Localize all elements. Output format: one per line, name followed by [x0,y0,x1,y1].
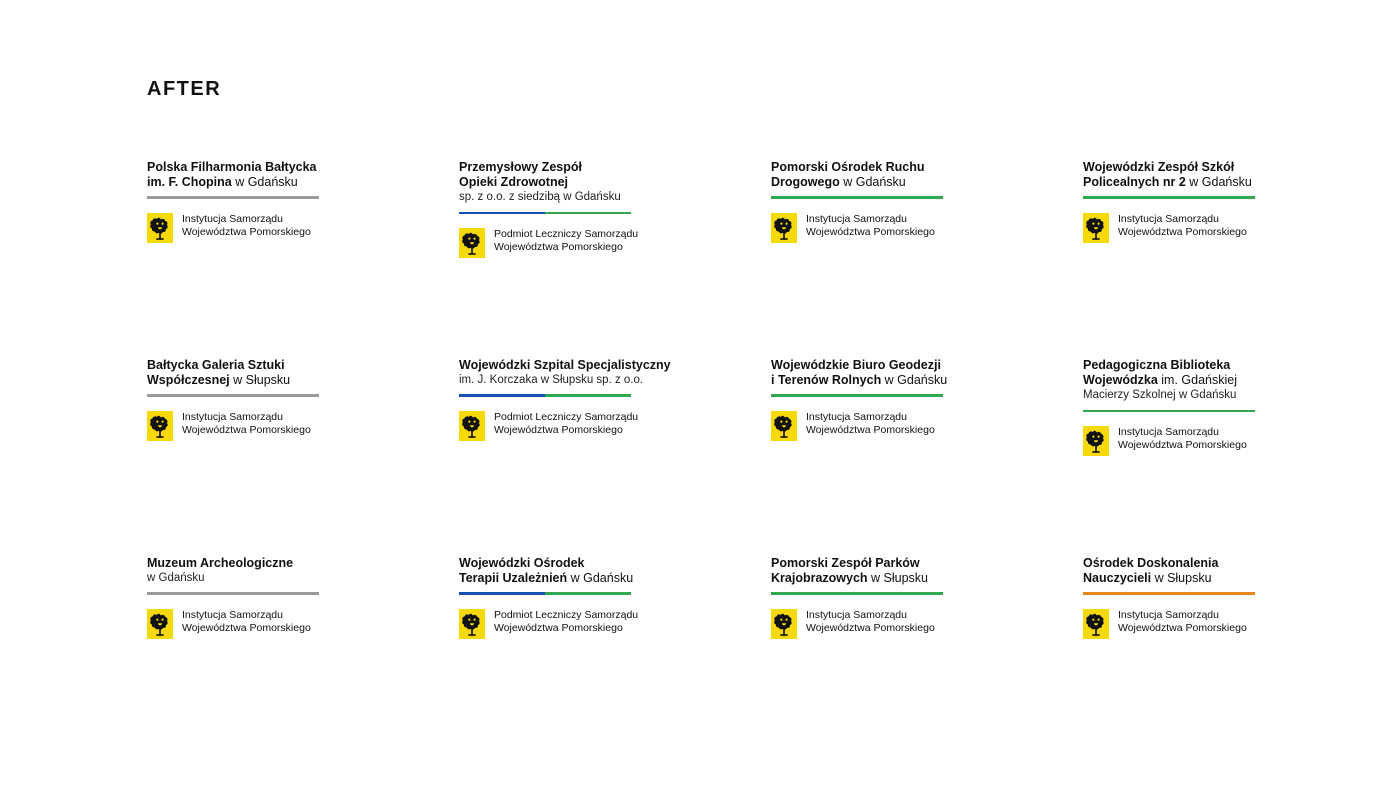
logo-caption-line: Instytucja Samorządu [1118,212,1219,225]
organisation-name [459,358,749,388]
page-title: AFTER [147,78,222,100]
organisation-name [771,556,1061,586]
organisation-name-text: Muzeum Archeologiczne [147,556,294,570]
organisation-name-text: Pomorski Zespół Parków [771,556,920,570]
logo-caption [806,609,935,635]
accent-rule [1083,592,1255,595]
organisation-name-line [147,160,437,175]
pomorskie-crest-icon [771,609,797,639]
logo-caption-line: Instytucja Samorządu [182,608,283,621]
organisation-name-line [1083,556,1373,571]
organisation-name-text: im. J. Korczaka w Słupsku sp. z o.o. [459,374,644,387]
pomorskie-crest-icon [459,609,485,639]
organisation-name-text: Wojewódzki Ośrodek [459,556,585,570]
organisation-name-text: Nauczycieli [1083,571,1152,586]
organisation-name-text: Drogowego [771,175,840,190]
pomorskie-crest-icon [147,213,173,243]
organisation-location-text: w Słupsku [1151,571,1212,586]
logo-caption [1118,213,1247,239]
organisation-name-line [1083,160,1373,175]
organisation-name-line [771,373,1061,388]
organisation-name-line [1083,571,1373,586]
organisation-name [459,556,749,586]
logo-lockup [147,411,437,441]
organisation-location-text: w Gdańsku [567,571,634,586]
logo-caption-line: Województwa Pomorskiego [182,225,311,238]
accent-rule [147,196,319,199]
organisation-name [147,358,437,388]
organisation-name [147,160,437,190]
organisation-name-text: Pomorski Ośrodek Ruchu [771,160,925,174]
organisation-name-text: Policealnych nr 2 [1083,175,1186,190]
organisation-name-line [771,571,1061,586]
organisation-name-text: Wojewódzki Zespół Szkół [1083,160,1235,174]
pomorskie-crest-icon [459,228,485,258]
logo-lockup [147,609,437,639]
logo-caption-line: Województwa Pomorskiego [494,621,623,634]
organisation-name-text: Współczesnej [147,373,230,388]
organisation-name [147,556,437,586]
logo-card [459,556,749,754]
logo-caption [182,411,311,437]
organisation-name-line [147,358,437,373]
organisation-name-text: Polska Filharmonia Bałtycka [147,160,317,174]
organisation-name-text: Pedagogiczna Biblioteka [1083,358,1231,372]
organisation-name-line [147,175,437,190]
logo-grid [147,160,1327,754]
organisation-location-text: w Gdańsku [839,175,906,190]
organisation-name-text: w Gdańsku [147,572,205,585]
logo-card [771,358,1061,556]
organisation-location-text: im. Gdańskiej [1157,373,1237,388]
organisation-name-text: Macierzy Szkolnej w Gdańsku [1083,389,1237,402]
organisation-name-line [459,373,749,388]
organisation-name-line [771,556,1061,571]
organisation-location-text: w Gdańsku [881,373,948,388]
organisation-name-line [771,175,1061,190]
accent-rule [1083,196,1255,199]
organisation-name [771,160,1061,190]
logo-caption-line: Podmiot Leczniczy Samorządu [494,228,639,241]
logo-caption-line: Województwa Pomorskiego [1118,225,1247,238]
pomorskie-crest-icon [147,411,173,441]
logo-caption [182,213,311,239]
logo-caption-line: Województwa Pomorskiego [806,423,935,436]
organisation-location-text: w Gdańsku [1185,175,1252,190]
accent-rule [147,394,319,397]
logo-lockup [771,411,1061,441]
pomorskie-crest-icon [1083,213,1109,243]
logo-caption [806,213,935,239]
logo-caption-line: Instytucja Samorządu [182,212,283,225]
logo-caption [494,609,638,635]
logo-caption-line: Instytucja Samorządu [806,608,907,621]
organisation-name-line [1083,175,1373,190]
logo-card [459,358,749,556]
logo-card [147,556,437,754]
logo-caption-line: Instytucja Samorządu [1118,426,1219,439]
organisation-name-text: Terapii Uzależnień [459,571,568,586]
organisation-name-text: Wojewódzkie Biuro Geodezji [771,358,941,372]
organisation-name [1083,160,1373,190]
pomorskie-crest-icon [771,411,797,441]
organisation-name-line [147,571,437,586]
organisation-name-text: Wojewódzki Szpital Specjalistyczny [459,358,671,372]
organisation-name-line [1083,388,1373,403]
organisation-name-line [459,175,749,190]
pomorskie-crest-icon [771,213,797,243]
organisation-name-text: Opieki Zdrowotnej [459,175,569,190]
organisation-name-line [771,358,1061,373]
organisation-name [1083,358,1373,404]
logo-caption [1118,609,1247,635]
accent-rule [1083,410,1255,413]
logo-caption-line: Instytucja Samorządu [806,410,907,423]
logo-caption-line: Województwa Pomorskiego [1118,621,1247,634]
logo-card [1083,358,1373,556]
logo-caption-line: Województwa Pomorskiego [494,241,623,254]
logo-caption-line: Podmiot Leczniczy Samorządu [494,608,639,621]
logo-caption [1118,426,1247,452]
pomorskie-crest-icon [1083,426,1109,456]
organisation-name-line [771,160,1061,175]
accent-rule [459,212,631,215]
accent-rule [771,592,943,595]
logo-card [1083,160,1373,358]
logo-caption [806,411,935,437]
organisation-location-text: w Słupsku [867,571,929,586]
organisation-name-text: im. F. Chopina [147,175,232,190]
organisation-location-text: w Słupsku [229,373,291,388]
logo-caption [494,228,638,254]
organisation-name-line [459,190,749,205]
organisation-name-line [147,556,437,571]
organisation-name-text: Bałtycka Galeria Sztuki [147,358,285,372]
logo-caption-line: Województwa Pomorskiego [494,423,623,436]
organisation-name-line [147,373,437,388]
organisation-name-line [459,571,749,586]
logo-lockup [459,411,749,441]
logo-caption-line: Podmiot Leczniczy Samorządu [494,410,639,423]
accent-rule [771,394,943,397]
logo-caption [494,411,638,437]
logo-caption [182,609,311,635]
pomorskie-crest-icon [147,609,173,639]
logo-card [1083,556,1373,754]
logo-card [147,160,437,358]
accent-rule [459,592,631,595]
organisation-name-text: sp. z o.o. z siedzibą w Gdańsku [459,191,621,204]
logo-caption-line: Instytucja Samorządu [806,212,907,225]
logo-lockup [1083,609,1373,639]
logo-caption-line: Województwa Pomorskiego [806,621,935,634]
accent-rule [459,394,631,397]
logo-caption-line: Województwa Pomorskiego [182,621,311,634]
logo-caption-line: Instytucja Samorządu [1118,608,1219,621]
organisation-name-text: Ośrodek Doskonalenia [1083,556,1219,570]
logo-lockup [771,609,1061,639]
organisation-name [771,358,1061,388]
organisation-name-text: Przemysłowy Zespół [459,160,582,174]
pomorskie-crest-icon [459,411,485,441]
organisation-name-text: Wojewódzka [1083,373,1158,388]
organisation-name [1083,556,1373,586]
logo-lockup [1083,213,1373,243]
accent-rule [147,592,319,595]
pomorskie-crest-icon [1083,609,1109,639]
accent-rule [771,196,943,199]
logo-lockup [459,609,749,639]
logo-lockup [771,213,1061,243]
logo-caption-line: Instytucja Samorządu [182,410,283,423]
organisation-name-line [1083,358,1373,373]
logo-caption-line: Województwa Pomorskiego [1118,439,1247,452]
organisation-name-line [1083,373,1373,388]
organisation-name-line [459,160,749,175]
organisation-name-text: i Terenów Rolnych [771,373,882,388]
logo-card [771,160,1061,358]
organisation-location-text: w Gdańsku [231,175,298,190]
organisation-name-text: Krajobrazowych [771,571,868,586]
organisation-name-line [459,556,749,571]
logo-lockup [147,213,437,243]
organisation-name-line [459,358,749,373]
logo-card [459,160,749,358]
logo-lockup [459,228,749,258]
logo-card [147,358,437,556]
logo-lockup [1083,426,1373,456]
logo-caption-line: Województwa Pomorskiego [806,225,935,238]
logo-card [771,556,1061,754]
logo-caption-line: Województwa Pomorskiego [182,423,311,436]
organisation-name [459,160,749,206]
